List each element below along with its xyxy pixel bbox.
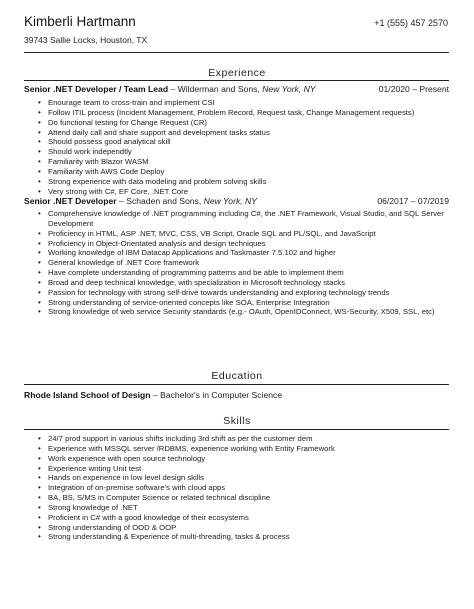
list-item: • Follow ITIL process (Incident Management, Problem Record, Request task, Change Management requests) [38,108,449,118]
job-header [24,84,449,95]
list-item: • Familiarity with Blazor WASM [38,157,449,167]
job-header [24,196,449,207]
skills-divider [24,429,449,430]
list-item: • Strong knowledge of web service Security standards (e.g.- OAuth, OpenIDConnect, WS-Security, X509, SSL, etc) [38,307,449,317]
list-item: • 24/7 prod support in various shifts including 3rd shift as per the customer dem [38,434,449,444]
job-location: New York, NY [203,196,257,206]
job-location: New York, NY [262,84,316,94]
list-item: • Should work independtly [38,147,449,157]
list-item: • Strong experience with data modeling and problem solving skills [38,177,449,187]
list-item: • Proficient in C# with a good knowledge of their ecosystems [38,513,449,523]
job-dates: 06/2017 – 07/2019 [377,196,449,206]
list-item: • Attend daily call and share support and development tasks status [38,128,449,138]
job-bullet-list [24,209,449,317]
experience-divider [24,80,449,81]
list-item: • BA, BS, S/MS in Computer Science or related technical discipline [38,493,449,503]
list-item: • Work experience with open source technology [38,454,449,464]
list-item: • Experience writing Unit test [38,464,449,474]
job-role: Senior .NET Developer / Team Lead [24,84,169,94]
list-item: • Proficiency in Object-Orientated analysis and design techniques [38,239,449,249]
candidate-address: 39743 Sallie Locks, Houston, TX [24,35,148,45]
job-company: – Wilderman and Sons, [168,84,263,94]
job-role: Senior .NET Developer [24,196,117,206]
candidate-phone: +1 (555) 457 2570 [374,18,448,28]
list-item: • Do functional testing for Change Request (CR) [38,118,449,128]
list-item: • Have complete understanding of programming patterns and be able to implement them [38,268,449,278]
list-item: • Strong understanding of OOD & OOP [38,523,449,533]
job-bullet-list [24,98,449,196]
school-name: Rhode Island School of Design [24,390,151,400]
list-item: • General knowledge of .NET Core framework [38,258,449,268]
header-divider [24,52,449,53]
list-item: • Passion for technology with strong self-drive towards understanding and exploring technology trends [38,288,449,298]
experience-section-title: Experience [208,67,266,79]
list-item: • Broad and deep technical knowledge, with specialization in Microsoft technology stacks [38,278,449,288]
list-item: • Strong understanding of service-oriented concepts like SOA, Enterprise Integration [38,298,449,308]
list-item: • Strong understanding & Experience of multi-threading, tasks & process [38,532,449,542]
candidate-name: Kimberli Hartmann [24,14,136,29]
list-item: • Working knowledge of IBM Datacap Applications and Taskmaster 7.5.102 and higher [38,248,449,258]
degree: – Bachelor's in Computer Science [150,390,283,400]
job-company: – Schaden and Sons, [116,196,204,206]
skills-list [24,434,449,542]
list-item: • Strong knowledge of .NET [38,503,449,513]
list-item: • Hands on experience in low level design skills [38,473,449,483]
education-section-title: Education [211,370,263,382]
list-item: • Enourage team to cross-train and implement CSI [38,98,449,108]
list-item: • Should possess good analytical skill [38,137,449,147]
list-item: • Integration of on-premise software's with cloud apps [38,483,449,493]
list-item: • Very strong with C#, EF Core, .NET Core [38,187,449,197]
education-divider [24,384,449,385]
skills-section-title: Skills [223,415,251,427]
job-dates: 01/2020 – Present [378,84,449,94]
list-item: • Experience with MSSQL server /RDBMS, experience working with Entity Framework [38,444,449,454]
list-item: • Proficiency in HTML, ASP .NET, MVC, CSS, VB Script, Oracle SQL and PL/SQL, and JavaScript [38,229,449,239]
education-entry [24,390,282,400]
list-item: • Comprehensive knowledge of .NET programming including C#, the .NET Framework, Visual Studio, and SQL Server Development [38,209,449,229]
list-item: • Familiarity with AWS Code Deploy [38,167,449,177]
